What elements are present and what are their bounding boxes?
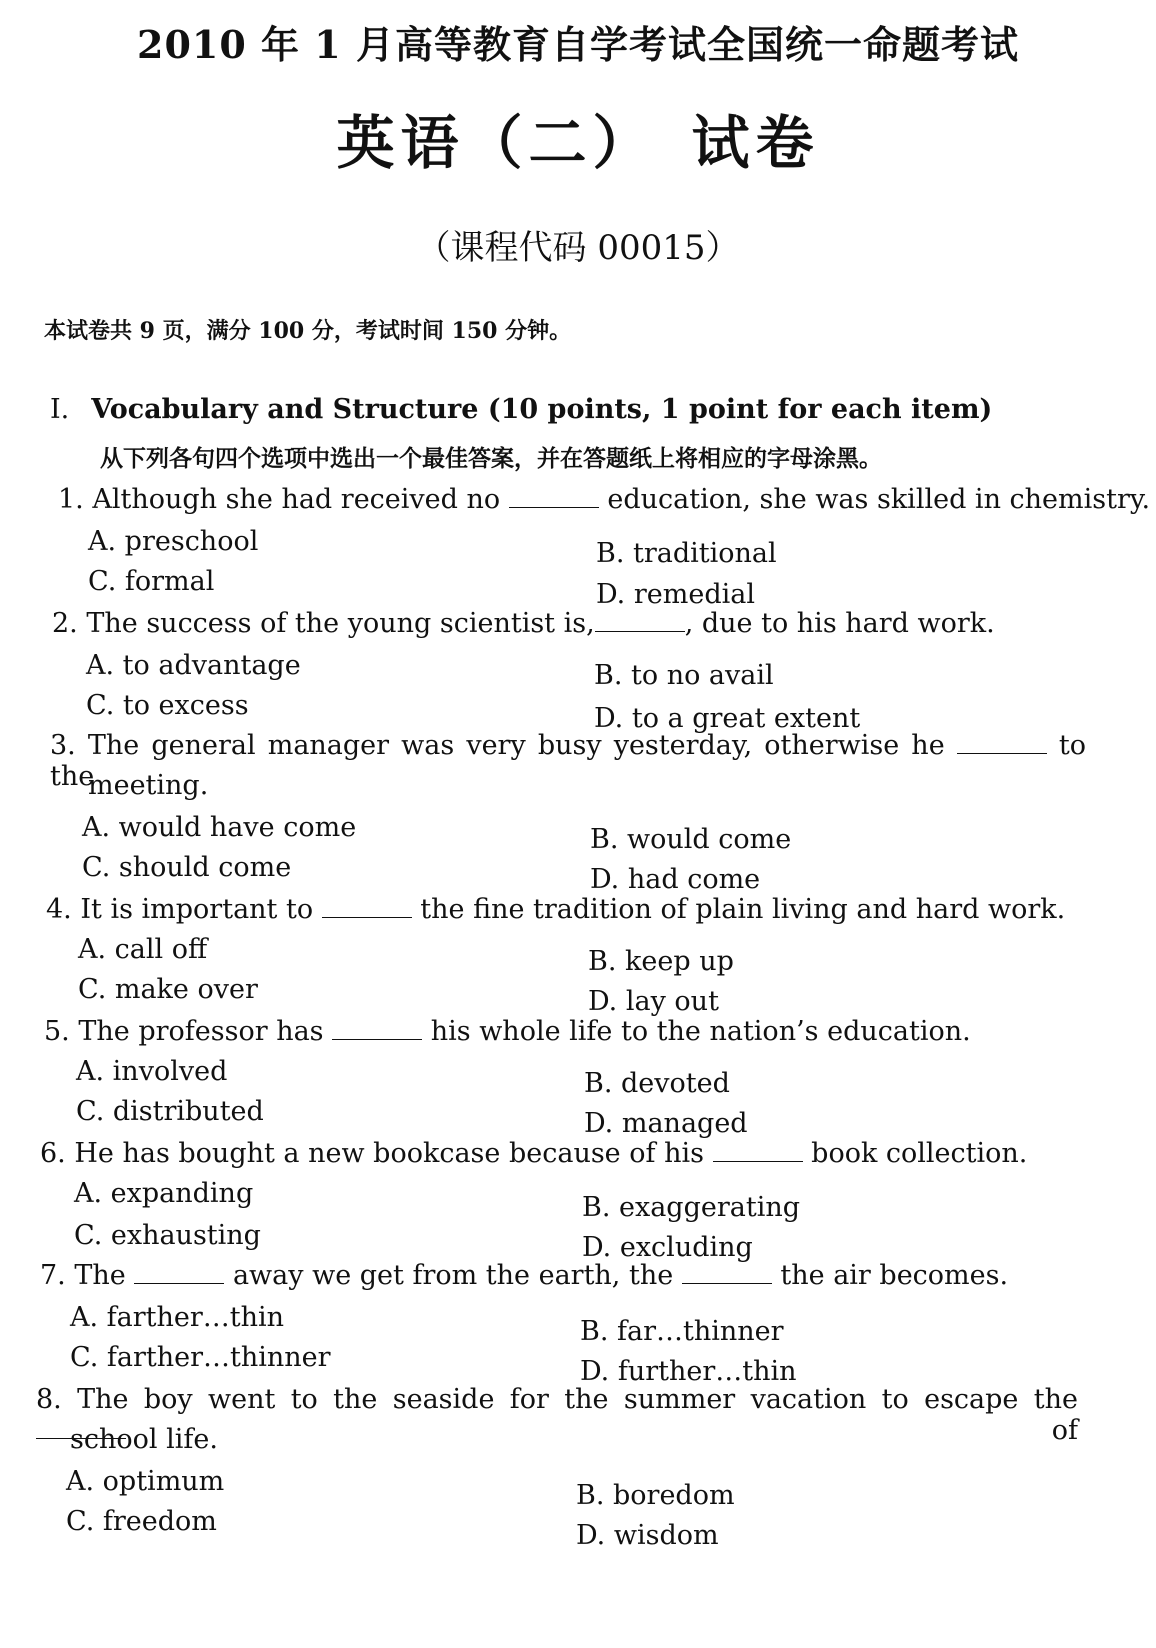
option-c: C. make over: [78, 974, 258, 1005]
option-a: A. would have come: [82, 812, 357, 843]
option-d: D. remedial: [596, 579, 755, 610]
option-a: A. optimum: [66, 1466, 225, 1497]
answer-blank: [322, 895, 412, 918]
option-a: A. preschool: [88, 526, 259, 557]
question-stem: [40, 1138, 1027, 1169]
answer-blank: [134, 1261, 224, 1284]
option-b: B. keep up: [588, 946, 734, 977]
stem-text: It is important to: [80, 894, 314, 925]
subject-title: 英语（二） 试卷: [336, 109, 820, 177]
question-number: 3.: [50, 730, 76, 761]
question-number: 5.: [44, 1016, 70, 1047]
stem-text: the air becomes.: [780, 1260, 1009, 1291]
question-number: 8.: [36, 1384, 62, 1415]
stem-text: He has bought a new bookcase because of his: [74, 1138, 704, 1169]
question-stem: [46, 894, 1065, 925]
question-number: 2.: [52, 608, 78, 639]
option-d: D. had come: [590, 864, 761, 895]
stem-text: the fine tradition of plain living and hard work.: [420, 894, 1066, 925]
option-a: A. farther…thin: [70, 1302, 285, 1333]
section-numeral: Ⅰ.: [50, 394, 70, 425]
question-stem-continued: meeting.: [88, 770, 209, 801]
stem-text: education, she was skilled in chemistry.: [607, 484, 1151, 515]
answer-blank: [332, 1017, 422, 1040]
option-d: D. wisdom: [576, 1520, 719, 1551]
option-b: B. devoted: [584, 1068, 730, 1099]
option-a: A. involved: [76, 1056, 228, 1087]
question-number: 1.: [58, 484, 84, 515]
option-b: B. would come: [590, 824, 792, 855]
stem-text: The general manager was very busy yesterday, otherwise he: [87, 730, 945, 761]
answer-blank: [713, 1139, 803, 1162]
section-instruction: 从下列各句四个选项中选出一个最佳答案，并在答题纸上将相应的字母涂黑。: [100, 445, 882, 472]
exam-header-title: 2010 年 1 月高等教育自学考试全国统一命题考试: [137, 22, 1019, 67]
option-d: D. lay out: [588, 986, 719, 1017]
option-c: C. formal: [88, 566, 215, 597]
stem-text: The professor has: [78, 1016, 324, 1047]
option-d: D. excluding: [582, 1232, 753, 1263]
stem-text: book collection.: [811, 1138, 1028, 1169]
option-b: B. to no avail: [594, 660, 774, 691]
answer-blank: [957, 731, 1047, 754]
stem-text: The boy went to the seaside for the summer vacation to escape the: [77, 1384, 1078, 1415]
question-stem: [40, 1260, 1008, 1291]
stem-text: The success of the young scientist is,: [86, 608, 595, 639]
course-code: （课程代码 00015）: [416, 228, 740, 268]
option-a: A. call off: [78, 934, 208, 965]
stem-text: The: [74, 1260, 126, 1291]
option-b: B. traditional: [596, 538, 777, 569]
question-number: 7.: [40, 1260, 66, 1291]
question-number: 4.: [46, 894, 72, 925]
stem-text: of: [1051, 1415, 1078, 1446]
answer-blank: [682, 1261, 772, 1284]
question-stem-continued: school life.: [70, 1424, 218, 1455]
question-stem: [52, 608, 995, 639]
option-c: C. freedom: [66, 1506, 217, 1537]
section-heading: [50, 394, 992, 425]
option-b: B. exaggerating: [582, 1192, 801, 1223]
option-c: C. to excess: [86, 690, 249, 721]
section-title: Vocabulary and Structure (10 points, 1 point for each item): [91, 394, 993, 425]
option-c: C. farther…thinner: [70, 1342, 331, 1373]
question-stem: [58, 484, 1150, 515]
stem-text: Although she had received no: [92, 484, 501, 515]
option-b: B. boredom: [576, 1480, 735, 1511]
stem-text: , due to his hard work.: [684, 608, 995, 639]
stem-text: to the: [50, 730, 1086, 792]
question-number: 6.: [40, 1138, 66, 1169]
answer-blank: [595, 609, 685, 632]
answer-blank: [509, 485, 599, 508]
option-a: A. to advantage: [86, 650, 301, 681]
option-c: C. distributed: [76, 1096, 264, 1127]
stem-text: away we get from the earth, the: [232, 1260, 674, 1291]
option-a: A. expanding: [74, 1178, 254, 1209]
exam-info: 本试卷共 9 页，满分 100 分，考试时间 150 分钟。: [44, 318, 572, 344]
option-d: D. further…thin: [580, 1356, 797, 1387]
stem-text: his whole life to the nation’s education.: [430, 1016, 971, 1047]
option-b: B. far…thinner: [580, 1316, 784, 1347]
option-c: C. should come: [82, 852, 292, 883]
option-d: D. to a great extent: [594, 703, 861, 734]
question-stem: [44, 1016, 971, 1047]
option-c: C. exhausting: [74, 1220, 261, 1251]
option-d: D. managed: [584, 1108, 748, 1139]
